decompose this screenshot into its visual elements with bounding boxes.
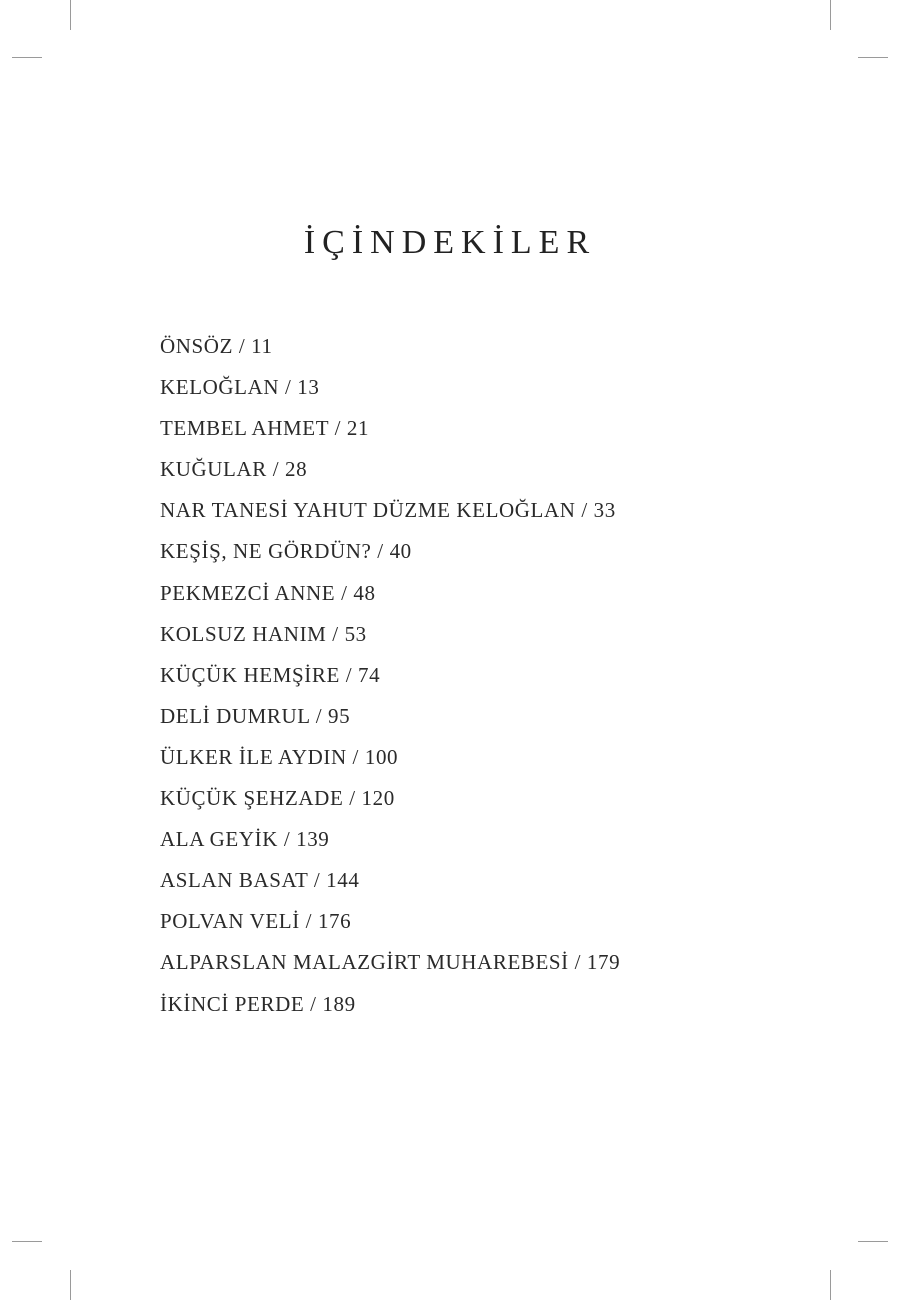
toc-entry: KÜÇÜK ŞEHZADE / 120 bbox=[160, 786, 395, 811]
toc-entry: KUĞULAR / 28 bbox=[160, 457, 308, 482]
toc-entry: KÜÇÜK HEMŞİRE / 74 bbox=[160, 662, 381, 687]
toc-entry: ALA GEYİK / 139 bbox=[160, 827, 330, 852]
crop-mark-top-left-horizontal bbox=[12, 57, 42, 58]
crop-mark-bottom-right-horizontal bbox=[858, 1241, 888, 1242]
crop-mark-bottom-right-vertical bbox=[830, 1270, 831, 1300]
crop-mark-bottom-left-vertical bbox=[70, 1270, 71, 1300]
toc-entry: ÜLKER İLE AYDIN / 100 bbox=[160, 744, 399, 769]
toc-entry: DELİ DUMRUL / 95 bbox=[160, 703, 351, 728]
toc-entry: ASLAN BASAT / 144 bbox=[160, 868, 360, 893]
page-title: İÇİNDEKİLER bbox=[303, 224, 597, 261]
toc-entry: ALPARSLAN MALAZGİRT MUHAREBESİ / 179 bbox=[160, 950, 621, 975]
crop-mark-top-left-vertical bbox=[70, 0, 71, 30]
toc-entry: POLVAN VELİ / 176 bbox=[160, 909, 352, 934]
crop-mark-bottom-left-horizontal bbox=[12, 1241, 42, 1242]
toc-entry: KELOĞLAN / 13 bbox=[160, 375, 320, 400]
toc-entry: KEŞİŞ, NE GÖRDÜN? / 40 bbox=[160, 539, 412, 564]
toc-entry: KOLSUZ HANIM / 53 bbox=[160, 621, 367, 646]
toc-entry: ÖNSÖZ / 11 bbox=[160, 334, 273, 358]
table-of-contents bbox=[160, 328, 620, 1027]
toc-entry: PEKMEZCİ ANNE / 48 bbox=[160, 580, 376, 605]
crop-mark-top-right-vertical bbox=[830, 0, 831, 30]
toc-entry: TEMBEL AHMET / 21 bbox=[160, 416, 370, 441]
toc-entry: NAR TANESİ YAHUT DÜZME KELOĞLAN / 33 bbox=[160, 498, 616, 523]
toc-entry: İKİNCİ PERDE / 189 bbox=[160, 991, 356, 1016]
crop-mark-top-right-horizontal bbox=[858, 57, 888, 58]
